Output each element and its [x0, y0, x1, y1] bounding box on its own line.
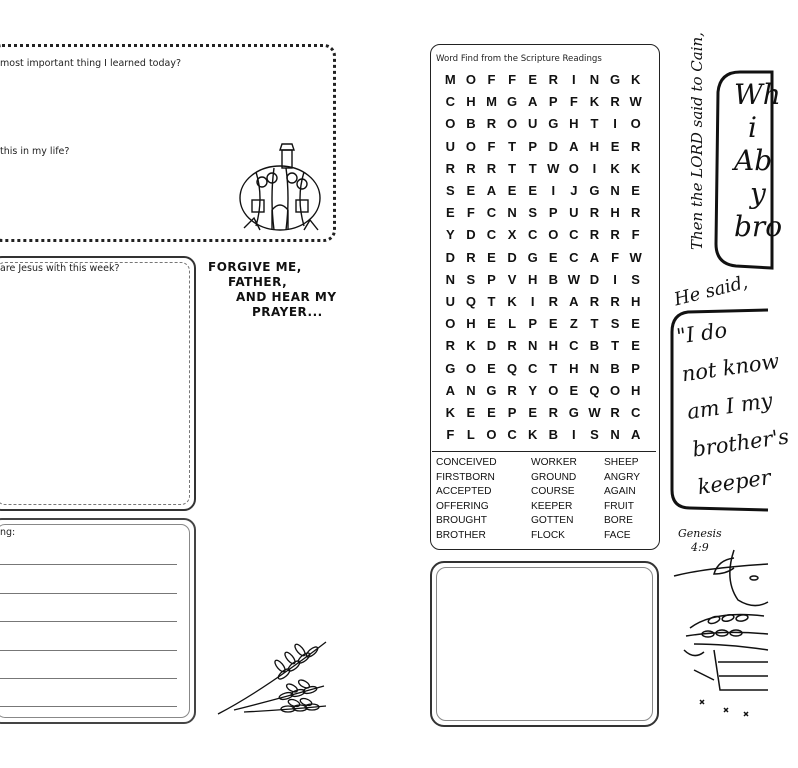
word-find-letter: G: [445, 360, 456, 376]
word-find-letter: E: [631, 338, 640, 354]
word-find-letter: R: [445, 338, 455, 354]
word-find-letter: I: [613, 271, 617, 287]
question-share-jesus: are Jesus with this week?: [0, 263, 120, 274]
word-find-letter: H: [548, 338, 558, 354]
reference-verse: 4:9: [691, 541, 709, 554]
word-find-letter: E: [631, 183, 640, 198]
word-find-letter: S: [466, 271, 476, 287]
word-find-letter: I: [572, 72, 576, 87]
word-list-item: GOTTEN: [531, 515, 574, 527]
word-find-letter: T: [508, 138, 517, 154]
word-find-letter: Y: [528, 382, 537, 398]
word-find-letter: N: [610, 427, 620, 443]
word-find-letter: D: [589, 271, 600, 287]
word-find-letter: O: [445, 116, 456, 132]
word-find-letter: T: [611, 338, 620, 354]
word-find-letter: R: [507, 382, 517, 398]
word-find-letter: O: [465, 72, 476, 87]
word-find-letter: M: [444, 72, 456, 87]
word-list-item: OFFERING: [436, 500, 489, 512]
word-find-letter: H: [466, 316, 476, 332]
word-list-item: FACE: [604, 530, 631, 541]
word-find-letter: A: [445, 382, 455, 398]
writing-line: [0, 564, 177, 565]
word-find-letter: G: [589, 183, 600, 198]
word-find-letter: K: [527, 427, 538, 443]
word-find-letter: X: [507, 227, 517, 243]
word-find-letter: O: [465, 138, 476, 154]
word-list-item: AGAIN: [604, 486, 636, 498]
word-find-letter: F: [631, 227, 640, 243]
word-find-row: [440, 183, 650, 198]
word-find-letter: E: [487, 249, 496, 265]
bubble-top-line-4: y: [750, 177, 766, 210]
word-find-letter: K: [630, 160, 641, 176]
word-find-letter: T: [590, 316, 599, 332]
word-find-letter: P: [507, 405, 517, 420]
bubble-bottom-line-1: "I do: [674, 317, 729, 349]
word-find-letter: R: [610, 405, 620, 420]
word-find-letter: K: [630, 72, 641, 87]
word-find-row: [440, 161, 650, 176]
word-find-letter: E: [548, 316, 558, 332]
prayer-line-2: FATHER,: [228, 275, 288, 289]
word-find-letter: E: [466, 405, 476, 420]
word-find-letter: R: [548, 72, 558, 87]
word-find-letter: C: [569, 227, 579, 243]
word-find-letter: W: [629, 249, 642, 265]
word-find-row: [440, 205, 650, 220]
word-find-letter: U: [527, 116, 538, 132]
he-said-label: He said,: [672, 271, 750, 311]
word-find-letter: K: [610, 160, 620, 176]
writing-line: [0, 621, 177, 622]
word-find-letter: C: [507, 427, 517, 443]
word-find-letter: K: [466, 338, 476, 354]
word-find-letter: R: [548, 294, 558, 309]
word-find-letter: B: [610, 360, 620, 376]
word-find-letter: F: [487, 72, 496, 87]
word-list-item: FIRSTBORN: [436, 471, 495, 483]
word-find-letter: C: [630, 405, 641, 420]
word-find-letter: G: [507, 94, 518, 110]
word-find-letter: T: [528, 160, 537, 176]
word-find-letter: I: [551, 183, 556, 198]
word-find-letter: S: [610, 316, 620, 332]
word-find-letter: H: [569, 116, 579, 132]
word-find-letter: R: [589, 294, 600, 309]
word-find-letter: Z: [569, 316, 578, 332]
word-list-item: FLOCK: [531, 530, 565, 541]
word-find-letter: H: [589, 138, 600, 154]
word-find-letter: C: [569, 249, 579, 265]
word-find-letter: K: [445, 405, 455, 420]
pumpkin-house-illustration: [234, 138, 326, 238]
word-find-letter: R: [630, 138, 641, 154]
word-find-letter: C: [527, 227, 538, 243]
word-find-letter: V: [507, 271, 517, 287]
word-find-letter: A: [569, 294, 579, 309]
word-find-letter: T: [487, 294, 496, 309]
word-find-row: [440, 338, 650, 353]
word-find-letter: F: [466, 205, 475, 221]
word-find-letter: R: [610, 94, 620, 110]
vertical-caption: Then the LORD said to Cain,: [688, 32, 706, 250]
notes-box-label: ng:: [0, 527, 16, 538]
word-find-letter: T: [508, 160, 517, 176]
word-find-letter: N: [589, 360, 600, 376]
word-find-letter: E: [445, 205, 455, 221]
lamb-and-basket-illustration: [674, 540, 768, 740]
word-find-letter: E: [528, 72, 537, 87]
word-find-letter: E: [610, 138, 620, 154]
word-find-letter: R: [466, 249, 476, 265]
word-find-letter: I: [572, 427, 576, 443]
bubble-top-line-3: Ab: [734, 144, 773, 177]
word-find-row: [440, 383, 650, 398]
word-find-letter: N: [445, 271, 455, 287]
word-find-letter: I: [613, 116, 617, 132]
wheat-illustration: [214, 630, 334, 720]
word-find-letter: S: [631, 271, 640, 287]
word-find-letter: P: [528, 138, 537, 154]
word-find-letter: R: [589, 205, 600, 221]
word-find-letter: O: [507, 116, 518, 132]
word-find-letter: R: [486, 116, 497, 132]
bubble-bottom-line-4: brother's: [690, 424, 791, 462]
word-find-letter: E: [487, 316, 496, 332]
writing-line: [0, 678, 177, 679]
word-find-row: [440, 316, 650, 331]
word-find-letter: O: [548, 382, 559, 398]
word-find-letter: B: [589, 338, 600, 354]
reference-book: Genesis: [678, 527, 722, 540]
word-find-letter: O: [465, 360, 476, 376]
bubble-top-line-5: bro: [734, 210, 783, 243]
word-find-letter: R: [548, 405, 558, 420]
bubble-top-line-2: i: [748, 111, 757, 144]
word-find-letter: E: [487, 405, 496, 420]
word-find-letter: G: [609, 72, 621, 87]
word-find-letter: G: [486, 382, 497, 398]
word-find-letter: L: [466, 427, 475, 443]
word-find-letter: U: [445, 138, 455, 154]
question-in-my-life: this in my life?: [0, 146, 70, 157]
word-list-item: CONCEIVED: [436, 457, 497, 468]
word-find-letter: R: [507, 338, 517, 354]
share-jesus-box: [0, 256, 196, 511]
word-find-letter: O: [568, 160, 579, 176]
word-find-row: [440, 94, 650, 109]
word-find-letter: P: [487, 271, 496, 287]
word-find-letter: H: [610, 205, 620, 221]
word-find-letter: N: [507, 205, 517, 221]
word-find-letter: N: [527, 338, 538, 354]
word-find-letter: S: [445, 183, 455, 198]
word-find-letter: G: [527, 249, 538, 265]
bubble-bottom-line-5: keeper: [696, 465, 773, 500]
word-find-letter: A: [486, 183, 497, 198]
word-find-letter: N: [466, 382, 476, 398]
word-find-divider: [432, 451, 656, 452]
word-find-row: [440, 116, 650, 131]
word-find-letter: E: [466, 183, 476, 198]
word-list-item: FRUIT: [604, 500, 634, 512]
word-find-letter: P: [548, 94, 558, 110]
bubble-top-line-1: Wh: [734, 78, 781, 111]
word-find-letter: W: [588, 405, 601, 420]
prayer-line-3: AND HEAR MY: [236, 290, 337, 304]
word-find-letter: P: [528, 316, 537, 332]
word-find-letter: W: [629, 94, 642, 110]
word-find-letter: R: [610, 227, 620, 243]
word-find-letter: E: [528, 405, 537, 420]
prayer-line-1: FORGIVE ME,: [208, 260, 302, 274]
word-find-letter: S: [528, 205, 537, 221]
word-find-letter: Y: [445, 227, 455, 243]
word-find-letter: C: [569, 338, 579, 354]
word-find-letter: R: [445, 160, 455, 176]
word-list-item: GROUND: [531, 471, 577, 483]
word-find-letter: W: [567, 271, 580, 287]
word-find-letter: I: [592, 160, 597, 176]
word-list-item: ACCEPTED: [436, 486, 492, 498]
writing-line: [0, 650, 177, 651]
word-find-letter: O: [548, 227, 559, 243]
word-find-letter: O: [486, 427, 497, 443]
word-find-letter: G: [548, 116, 559, 132]
word-list-item: KEEPER: [531, 500, 573, 512]
word-find-letter: B: [548, 271, 558, 287]
word-find-letter: E: [528, 183, 537, 198]
word-find-row: [440, 250, 650, 265]
question-important-thing: most important thing I learned today?: [0, 58, 182, 69]
word-find-letter: A: [630, 427, 641, 443]
word-find-letter: E: [548, 249, 558, 265]
word-find-letter: N: [610, 183, 620, 198]
word-list-item: BROUGHT: [436, 515, 487, 527]
word-find-letter: D: [445, 249, 455, 265]
word-find-letter: C: [527, 360, 538, 376]
writing-line: [0, 706, 177, 707]
word-find-letter: B: [548, 427, 558, 443]
word-find-letter: C: [445, 94, 455, 110]
word-find-row: [440, 139, 650, 154]
word-find-letter: F: [569, 94, 578, 110]
word-find-letter: Q: [589, 382, 600, 398]
word-find-letter: H: [569, 360, 579, 376]
word-find-letter: T: [590, 116, 599, 132]
word-find-letter: J: [570, 183, 578, 198]
word-find-letter: K: [507, 294, 517, 309]
word-find-letter: Q: [465, 294, 476, 309]
word-find-letter: R: [630, 205, 641, 221]
word-find-row: [440, 72, 650, 87]
word-find-letter: S: [590, 427, 599, 443]
word-find-letter: N: [589, 72, 600, 87]
drawing-box: [430, 561, 659, 727]
word-list-item: ANGRY: [604, 471, 641, 483]
word-find-letter: O: [630, 116, 641, 132]
word-find-letter: H: [630, 294, 641, 309]
word-find-letter: R: [466, 160, 476, 176]
word-find-letter: A: [589, 249, 600, 265]
bubble-bottom-line-2: not know: [680, 348, 781, 387]
word-find-letter: T: [549, 360, 558, 376]
word-find-letter: O: [609, 382, 621, 398]
word-find-row: [440, 294, 650, 309]
word-find-row: [440, 405, 650, 420]
word-find-letter: D: [466, 227, 476, 243]
word-find-letter: E: [507, 183, 517, 198]
word-find-letter: F: [611, 249, 620, 265]
word-find-letter: A: [527, 94, 538, 110]
word-find-letter: C: [486, 227, 497, 243]
word-find-letter: E: [569, 382, 579, 398]
word-find-letter: L: [508, 316, 517, 332]
word-find-letter: O: [445, 316, 456, 332]
word-find-row: [440, 361, 650, 376]
word-find-letter: H: [466, 94, 476, 110]
word-find-letter: D: [548, 138, 558, 154]
word-list-item: SHEEP: [604, 457, 639, 468]
word-find-letter: R: [486, 160, 497, 176]
word-find-letter: M: [486, 94, 497, 110]
word-find-letter: Q: [507, 360, 518, 376]
word-find-letter: H: [630, 382, 641, 398]
word-find-row: [440, 427, 650, 442]
word-find-letter: R: [610, 294, 620, 309]
word-find-letter: F: [446, 427, 455, 443]
word-list-item: COURSE: [531, 486, 575, 498]
word-find-letter: E: [487, 360, 496, 376]
bubble-top-text: [734, 78, 782, 243]
word-find-letter: D: [507, 249, 517, 265]
prayer-text: [208, 260, 337, 320]
word-find-row: [440, 227, 650, 242]
word-list-item: WORKER: [531, 457, 577, 468]
word-find-letter: C: [486, 205, 497, 221]
word-find-letter: U: [445, 294, 455, 309]
word-find-letter: W: [547, 160, 560, 176]
word-find-letter: U: [569, 205, 579, 221]
word-find-letter: H: [527, 271, 538, 287]
word-find-row: [440, 272, 650, 287]
word-find-letter: P: [631, 360, 640, 376]
bubble-bottom-line-3: am I my: [685, 388, 774, 424]
writing-line: [0, 593, 177, 594]
word-find-letter: I: [530, 294, 535, 309]
word-find-letter: E: [631, 316, 640, 332]
word-find-title: Word Find from the Scripture Readings: [436, 54, 602, 64]
word-find-letter: K: [589, 94, 600, 110]
word-find-letter: R: [589, 227, 600, 243]
prayer-line-4: PRAYER...: [252, 305, 323, 319]
word-list-item: BORE: [604, 515, 633, 527]
word-find-letter: F: [508, 72, 517, 87]
word-find-letter: P: [548, 205, 558, 221]
word-find-letter: D: [486, 338, 497, 354]
word-find-letter: F: [487, 138, 496, 154]
notes-box: [0, 518, 196, 724]
word-list-item: BROTHER: [436, 530, 486, 541]
word-find-letter: A: [569, 138, 579, 154]
word-find-letter: G: [568, 405, 579, 420]
word-find-letter: B: [466, 116, 476, 132]
